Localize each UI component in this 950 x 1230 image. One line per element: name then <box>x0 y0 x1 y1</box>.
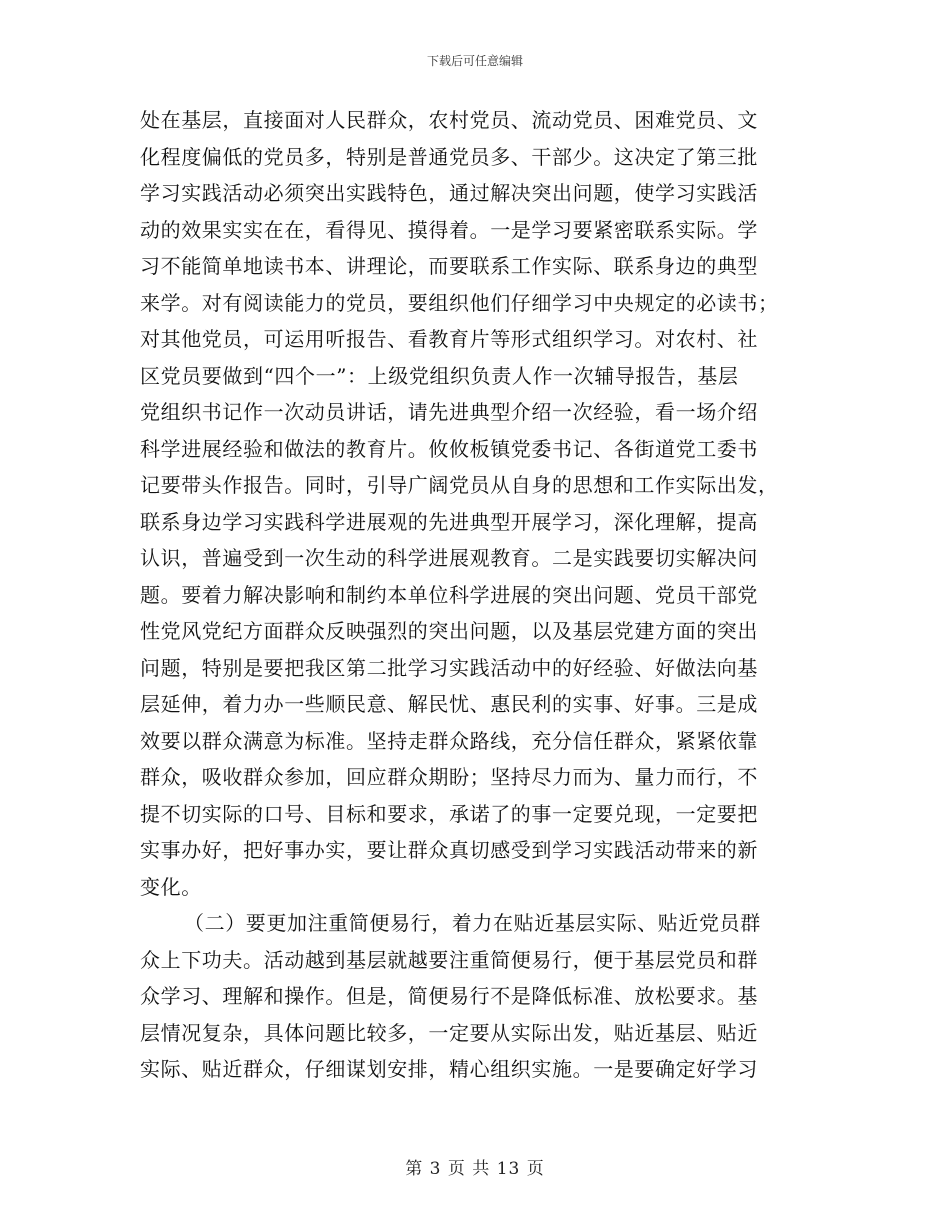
document-body <box>140 102 820 1088</box>
text-line: 记要带头作报告。同时，引导广阔党员从自身的思想和工作实际出发， <box>140 473 779 497</box>
text-line: 群众，吸收群众参加，回应群众期盼；坚持尽力而为、量力而行，不 <box>140 765 758 789</box>
text-line: 科学进展经验和做法的教育片。攸攸板镇党委书记、各街道党工委书 <box>140 436 758 461</box>
text-line: 众上下功夫。活动越到基层就越要注重简便易行，便于基层党员和群 <box>140 947 758 972</box>
text-line: 党组织书记作一次动员讲话，请先进典型介绍一次经验，看一场介绍 <box>140 400 758 424</box>
text-line: 题。要着力解决影响和制约本单位科学进展的突出问题、党员干部党 <box>140 582 758 607</box>
text-line: 对其他党员，可运用听报告、看教育片等形式组织学习。对农村、社 <box>140 327 758 351</box>
text-line: 变化。 <box>140 874 202 899</box>
text-line: 区党员要做到“四个一”：上级党组织负责人作一次辅导报告，基层 <box>140 363 739 388</box>
text-line: 处在基层，直接面对人民群众，农村党员、流动党员、困难党员、文 <box>140 108 758 132</box>
text-line: 层延伸，着力办一些顺民意、解民忧、惠民利的实事、好事。三是成 <box>140 692 758 716</box>
text-line: 层情况复杂，具体问题比较多，一定要从实际出发，贴近基层、贴近 <box>140 1020 758 1045</box>
text-line: 认识，普遍受到一次生动的科学进展观教育。二是实践要切实解决问 <box>140 546 758 570</box>
text-line: 效要以群众满意为标准。坚持走群众路线，充分信任群众，紧紧依靠 <box>140 728 758 753</box>
text-line: 来学。对有阅读能力的党员，要组织他们仔细学习中央规定的必读书； <box>140 290 779 315</box>
text-line: 众学习、理解和操作。但是，简便易行不是降低标准、放松要求。基 <box>140 984 758 1008</box>
page-number-footer: 第 3 页 共 13 页 <box>405 1159 545 1179</box>
text-line: 提不切实际的口号、目标和要求，承诺了的事一定要兑现，一定要把 <box>140 801 758 826</box>
text-line: 性党风党纪方面群众反映强烈的突出问题，以及基层党建方面的突出 <box>140 619 758 643</box>
text-line: （二）要更加注重简便易行，着力在贴近基层实际、贴近党员群 <box>184 911 761 935</box>
paragraph-1 <box>140 102 820 905</box>
text-line: 实事办好，把好事办实，要让群众真切感受到学习实践活动带来的新 <box>140 838 758 862</box>
text-line: 动的效果实实在在，看得见、摸得着。一是学习要紧密联系实际。学 <box>140 217 758 242</box>
text-line: 实际、贴近群众，仔细谋划安排，精心组织实施。一是要确定好学习 <box>140 1057 758 1081</box>
paragraph-2 <box>140 905 820 1088</box>
text-line: 学习实践活动必须突出实践特色，通过解决突出问题，使学习实践活 <box>140 181 758 205</box>
text-line: 化程度偏低的党员多，特别是普通党员多、干部少。这决定了第三批 <box>140 144 758 169</box>
text-line: 问题，特别是要把我区第二批学习实践活动中的好经验、好做法向基 <box>140 655 758 680</box>
text-line: 联系身边学习实践科学进展观的先进典型开展学习，深化理解，提高 <box>140 509 758 534</box>
page-header-note: 下载后可任意编辑 <box>426 54 523 68</box>
text-line: 习不能简单地读书本、讲理论，而要联系工作实际、联系身边的典型 <box>140 254 758 278</box>
